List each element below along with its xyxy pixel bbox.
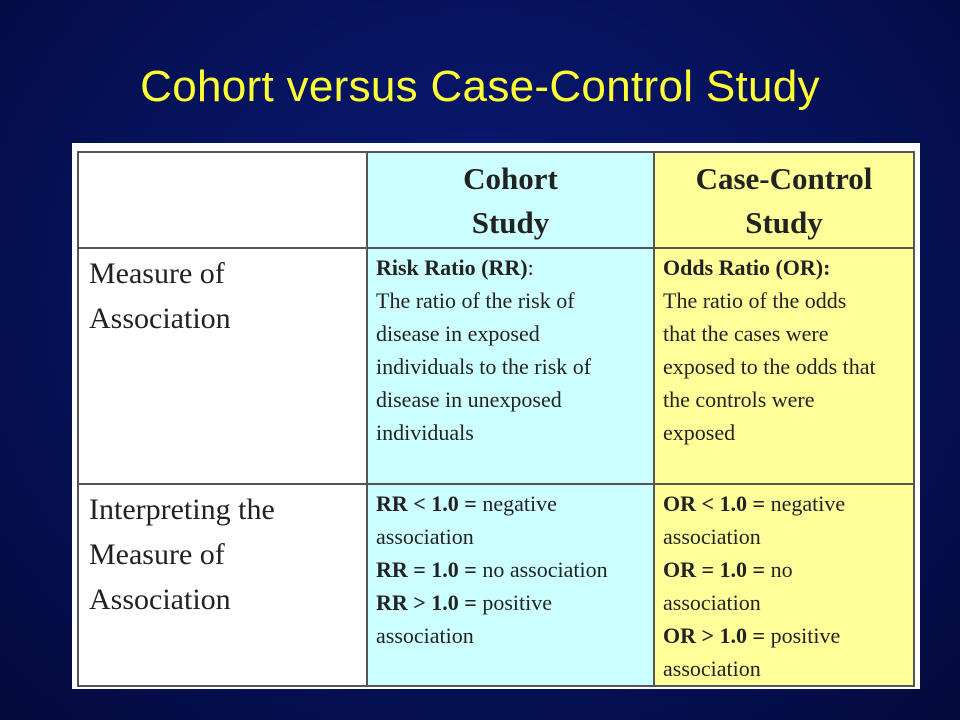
rr-less-than-one-term: RR < 1.0 =	[376, 491, 477, 516]
header-empty-cell	[78, 152, 367, 248]
risk-ratio-definition-line-2: disease in exposed	[376, 321, 540, 346]
risk-ratio-term: Risk Ratio (RR)	[376, 255, 528, 280]
odds-ratio-definition-line-2: that the cases were	[663, 321, 829, 346]
comparison-table	[77, 151, 915, 687]
measure-cohort-cell	[367, 248, 654, 484]
or-greater-than-one-cont: association	[663, 656, 761, 681]
header-cc-line-2: Study	[745, 205, 823, 240]
slide-title: Cohort versus Case-Control Study	[140, 62, 820, 111]
or-less-than-one-cont: association	[663, 524, 761, 549]
measure-label-cell	[78, 248, 367, 484]
risk-ratio-definition-line-3: individuals to the risk of	[376, 354, 592, 379]
interpret-label-line-2: Measure of	[89, 538, 225, 571]
rr-less-than-one	[376, 487, 647, 520]
or-equal-one	[663, 553, 907, 586]
risk-ratio-definition-line-4: disease in unexposed	[376, 387, 562, 412]
rr-equal-one	[376, 553, 647, 586]
interpret-case-control-cell	[654, 484, 914, 686]
measure-label-line-1: Measure of	[89, 257, 225, 290]
interpret-label-line-1: Interpreting the	[89, 493, 275, 526]
odds-ratio-heading	[663, 251, 907, 284]
or-less-than-one	[663, 487, 907, 520]
or-less-than-one-term: OR < 1.0 =	[663, 491, 766, 516]
or-greater-than-one	[663, 619, 907, 652]
rr-equal-one-term: RR = 1.0 =	[376, 557, 477, 582]
rr-less-than-one-meaning: negative	[476, 491, 557, 516]
risk-ratio-definition-line-5: individuals	[376, 420, 474, 445]
interpret-label-line-3: Association	[89, 583, 231, 616]
header-cc-line-1: Case-Control	[695, 161, 873, 196]
or-greater-than-one-meaning: positive	[765, 623, 841, 648]
header-case-control-study	[654, 152, 914, 248]
odds-ratio-term: Odds Ratio (OR):	[663, 255, 831, 280]
interpret-label-cell	[78, 484, 367, 686]
or-greater-than-one-term: OR > 1.0 =	[663, 623, 766, 648]
risk-ratio-definition-line-1: The ratio of the risk of	[376, 288, 575, 313]
rr-greater-than-one-cont: association	[376, 623, 474, 648]
interpret-row	[78, 484, 914, 686]
header-cohort-line-1: Cohort	[463, 161, 558, 196]
rr-equal-one-meaning: no association	[476, 557, 608, 582]
or-less-than-one-meaning: negative	[765, 491, 846, 516]
odds-ratio-definition-line-5: exposed	[663, 420, 736, 445]
rr-less-than-one-cont: association	[376, 524, 474, 549]
odds-ratio-definition-line-4: the controls were	[663, 387, 815, 412]
odds-ratio-definition-line-1: The ratio of the odds	[663, 288, 847, 313]
rr-greater-than-one-meaning: positive	[476, 590, 553, 615]
header-cohort-study	[367, 152, 654, 248]
rr-greater-than-one-term: RR > 1.0 =	[376, 590, 477, 615]
measure-label-line-2: Association	[89, 302, 231, 335]
measure-row	[78, 248, 914, 484]
odds-ratio-definition-line-3: exposed to the odds that	[663, 354, 876, 379]
or-equal-one-cont: association	[663, 590, 761, 615]
header-row	[78, 152, 914, 248]
or-equal-one-term: OR = 1.0 =	[663, 557, 766, 582]
risk-ratio-colon: :	[527, 255, 534, 280]
interpret-cohort-cell	[367, 484, 654, 686]
risk-ratio-heading	[376, 251, 647, 284]
comparison-table-panel	[72, 143, 920, 689]
rr-greater-than-one	[376, 586, 647, 619]
or-equal-one-meaning: no	[765, 557, 793, 582]
measure-case-control-cell	[654, 248, 914, 484]
header-cohort-line-2: Study	[471, 205, 550, 240]
